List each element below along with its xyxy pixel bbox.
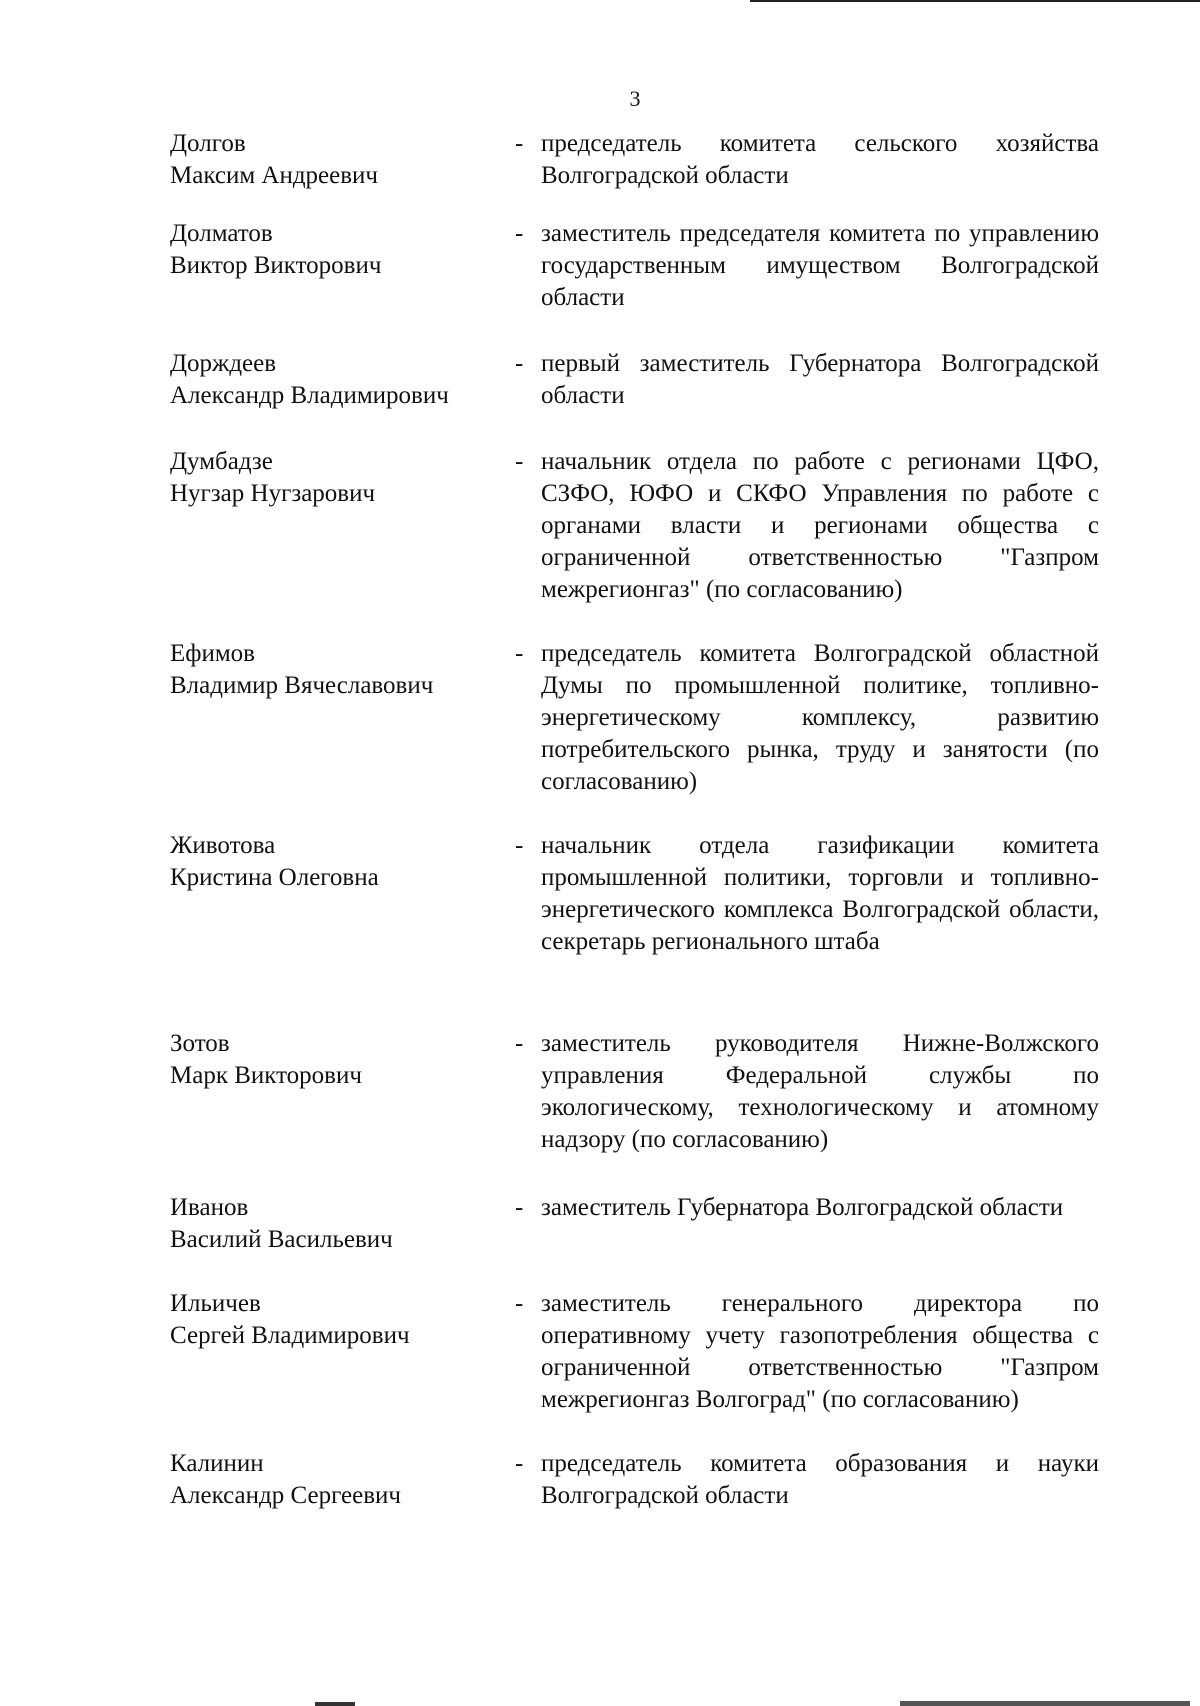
- dash: -: [515, 1194, 524, 1221]
- dash: -: [515, 1290, 524, 1317]
- given-name: Марк Викторович: [170, 1062, 362, 1089]
- person-name: [170, 128, 510, 192]
- given-name: Виктор Викторович: [170, 252, 382, 279]
- scan-mark: [900, 1701, 1190, 1706]
- person-name: [170, 1288, 510, 1352]
- position-description: заместитель Губернатора Волгоградской области: [541, 1194, 1064, 1221]
- dash: -: [515, 640, 524, 667]
- position-description: председатель комитета образования и науки Волгоградской области: [541, 1450, 1099, 1509]
- surname: Долматов: [170, 220, 273, 247]
- dash: -: [515, 130, 524, 157]
- position-description: начальник отдела по работе с регионами ЦФО, СЗФО, ЮФО и СКФО Управления по работе с органами власти и регионами общества с ограниченной ответственностью "Газпром межрегионгаз" (по согласованию): [541, 448, 1099, 603]
- given-name: Александр Сергеевич: [170, 1482, 401, 1509]
- given-name: Нугзар Нугзарович: [170, 480, 376, 507]
- surname: Дорждеев: [170, 350, 277, 377]
- position-description: первый заместитель Губернатора Волгоградской области: [541, 350, 1099, 409]
- surname: Зотов: [170, 1030, 230, 1057]
- bottom-scan-marks: [0, 1696, 1200, 1706]
- given-name: Кристина Олеговна: [170, 864, 379, 891]
- person-name: [170, 348, 510, 412]
- surname: Ефимов: [170, 640, 255, 667]
- dash: -: [515, 448, 524, 475]
- dash: -: [515, 832, 524, 859]
- position-description: заместитель генерального директора по оперативному учету газопотребления общества с ограниченной ответственностью "Газпром межрегионгаз Волгоград" (по согласованию): [541, 1290, 1099, 1413]
- dash: -: [515, 1450, 524, 1477]
- person-name: [170, 446, 510, 510]
- person-name: [170, 638, 510, 702]
- dash: -: [515, 350, 524, 377]
- given-name: Александр Владимирович: [170, 382, 449, 409]
- dash: -: [515, 1030, 524, 1057]
- person-name: [170, 1028, 510, 1092]
- surname: Долгов: [170, 130, 246, 157]
- surname: Животова: [170, 832, 276, 859]
- surname: Иванов: [170, 1194, 249, 1221]
- given-name: Владимир Вячеславович: [170, 672, 434, 699]
- person-name: [170, 218, 510, 282]
- page-number: 3: [629, 86, 641, 111]
- position-description: председатель комитета Волгоградской областной Думы по промышленной политике, топливно-энергетическому комплексу, развитию потребительского рынка, труду и занятости (по согласованию): [541, 640, 1099, 795]
- position-description: начальник отдела газификации комитета промышленной политики, торговли и топливно-энергетического комплекса Волгоградской области, секретарь регионального штаба: [541, 832, 1099, 955]
- given-name: Максим Андреевич: [170, 162, 378, 189]
- position-description: заместитель председателя комитета по управлению государственным имуществом Волгоградской области: [541, 220, 1099, 311]
- position-description: председатель комитета сельского хозяйства Волгоградской области: [541, 130, 1099, 189]
- surname: Калинин: [170, 1450, 264, 1477]
- given-name: Сергей Владимирович: [170, 1322, 410, 1349]
- scan-mark: [315, 1702, 355, 1706]
- position-description: заместитель руководителя Нижне-Волжского управления Федеральной службы по экологическому, технологическому и атомному надзору (по согласованию): [541, 1030, 1099, 1153]
- dash: -: [515, 220, 524, 247]
- person-name: [170, 830, 510, 894]
- person-name: [170, 1448, 510, 1512]
- surname: Ильичев: [170, 1290, 261, 1317]
- surname: Думбадзе: [170, 448, 273, 475]
- person-name: [170, 1192, 510, 1256]
- given-name: Василий Васильевич: [170, 1226, 393, 1253]
